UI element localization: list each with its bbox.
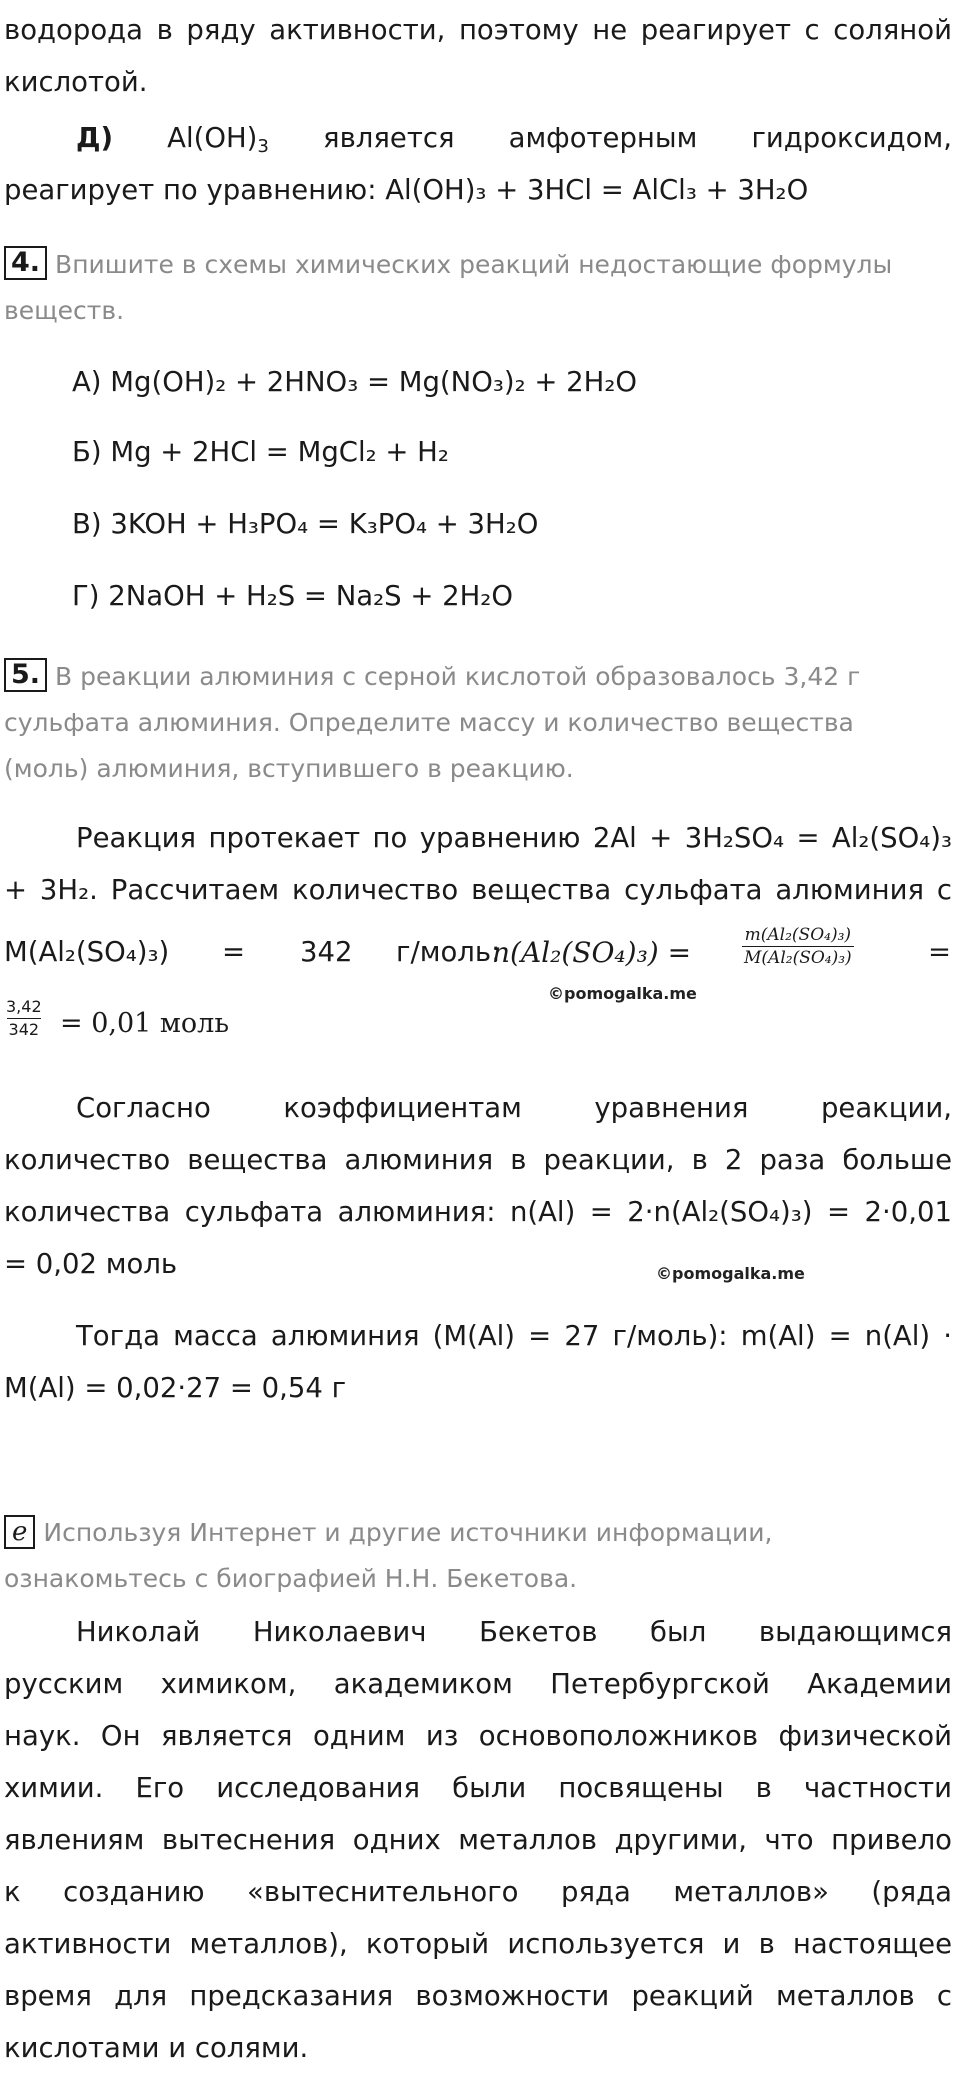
reaction-line-1: Реакция протекает по уравнению 2Al + 3H₂SO₄ = Al₂(SO₄)₃ [76, 822, 952, 854]
mass-line-2: M(Al) = 0,02·27 = 0,54 г [4, 1372, 347, 1404]
task4-prompt [4, 242, 952, 334]
fraction-equals: = [928, 936, 952, 968]
task4-prompt-line-1 [4, 242, 952, 288]
bio-line-9: кислотами и солями. [4, 2032, 309, 2064]
fraction-numerator: m(Al₂(SO₄)₃) [744, 925, 852, 945]
molar-formula-line [4, 924, 952, 984]
coefficient-paragraph [4, 1082, 952, 1290]
coef-line-3: количества сульфата алюминия: n(Al) = 2·n(Al₂(SO₄)₃) = 2·0,01 [4, 1196, 952, 1228]
task4-prompt-line-2: веществ. [4, 296, 125, 325]
task-e-badge: е [4, 1515, 35, 1549]
coef-line-4: = 0,02 моль [4, 1248, 178, 1280]
task5-reaction-paragraph [4, 812, 952, 916]
task-e-prompt-line-2: ознакомьтесь с биографией Н.Н. Бекетова. [4, 1564, 578, 1593]
calc-fraction-stack [4, 996, 44, 1041]
molar-mass-equals: = [222, 936, 246, 968]
task-e-prompt-text: Используя Интернет и другие источники информации, [43, 1518, 773, 1547]
molar-mass-value: 342 [300, 936, 353, 968]
task5-number-badge: 5. [4, 658, 47, 692]
amount-fraction [742, 924, 854, 969]
watermark-1: ©pomogalka.me [548, 984, 697, 1003]
task4-prompt-text: Впишите в схемы химических реакций недостающие формулы [55, 250, 893, 279]
calc-result: = 0,01 моль [60, 1008, 230, 1039]
bio-line-8: время для предсказания возможности реакций металлов с [4, 1980, 952, 2012]
equation-g: Г) 2NaOH + H₂S = Na₂S + 2H₂O [72, 580, 513, 612]
bio-line-3: наук. Он является одним из основоположников физической [4, 1720, 952, 1752]
coef-line-1: Согласно коэффициентам уравнения реакции, [76, 1092, 952, 1124]
bio-line-5: явлениям вытеснения одних металлов другими, что привело [4, 1824, 952, 1856]
task5-prompt-line-3: (моль) алюминия, вступившего в реакцию. [4, 754, 574, 783]
bio-line-1: Николай Николаевич Бекетов был выдающимся [76, 1616, 952, 1648]
molar-mass-unit: г/моль: [396, 936, 501, 968]
item-d-formula-sub: 3 [257, 136, 269, 158]
watermark-2: ©pomogalka.me [656, 1264, 805, 1283]
task4-number-badge: 4. [4, 246, 47, 280]
bio-line-6: к созданию «вытеснительного ряда металлов» (ряда [4, 1876, 952, 1908]
task-e-prompt-line-1 [4, 1510, 952, 1556]
equation-a: А) Mg(OH)₂ + 2HNO₃ = Mg(NO₃)₂ + 2H₂O [72, 366, 638, 398]
intro-line-2: кислотой. [4, 66, 148, 98]
mass-paragraph [4, 1310, 952, 1414]
calc-numerator: 3,42 [6, 997, 42, 1016]
task5-prompt-line-2: сульфата алюминия. Определите массу и количество вещества [4, 708, 854, 737]
coef-line-2: количество вещества алюминия в реакции, в 2 раза больше [4, 1144, 952, 1176]
item-d-line-2: реагирует по уравнению: Al(OH)₃ + 3HCl = AlCl₃ + 3H₂O [4, 174, 809, 206]
calc-denominator: 342 [8, 1020, 40, 1039]
molar-mass-label: M(Al₂(SO₄)₃) [4, 936, 170, 968]
item-d-formula: Al(OH) [167, 122, 258, 154]
intro-paragraph [4, 4, 952, 108]
task5-prompt-text: В реакции алюминия с серной кислотой образовалось 3,42 г [55, 662, 861, 691]
fraction-denominator: M(Al₂(SO₄)₃) [744, 948, 852, 968]
mass-line-1: Тогда масса алюминия (M(Al) = 27 г/моль): m(Al) = n(Al) · [76, 1320, 952, 1352]
amount-fraction-stack [742, 924, 854, 969]
bio-line-4: химии. Его исследования были посвящены в частности [4, 1772, 952, 1804]
equation-b: Б) Mg + 2HCl = MgCl₂ + H₂ [72, 436, 449, 468]
amount-expression: n(Al₂(SO₄)₃) = [492, 936, 692, 969]
task5-prompt [4, 654, 952, 792]
calc-fraction [4, 996, 44, 1041]
bio-line-2: русским химиком, академиком Петербургской Академии [4, 1668, 952, 1700]
task-e-prompt [4, 1510, 952, 1602]
item-d-paragraph [4, 112, 952, 216]
calculation-line [4, 994, 952, 1054]
equation-v: В) 3KOH + H₃PO₄ = K₃PO₄ + 3H₂O [72, 508, 539, 540]
intro-line-1: водорода в ряду активности, поэтому не реагирует с соляной [4, 14, 952, 46]
item-d-text: является амфотерным гидроксидом, [268, 122, 952, 154]
item-d-line-1 [4, 112, 952, 164]
reaction-line-2: + 3H₂. Рассчитаем количество вещества сульфата алюминия с [4, 874, 952, 906]
bio-line-7: активности металлов), который используется и в настоящее [4, 1928, 952, 1960]
biography-paragraph [4, 1606, 952, 2074]
item-d-label: Д) [76, 122, 114, 154]
task5-prompt-line-1 [4, 654, 952, 700]
